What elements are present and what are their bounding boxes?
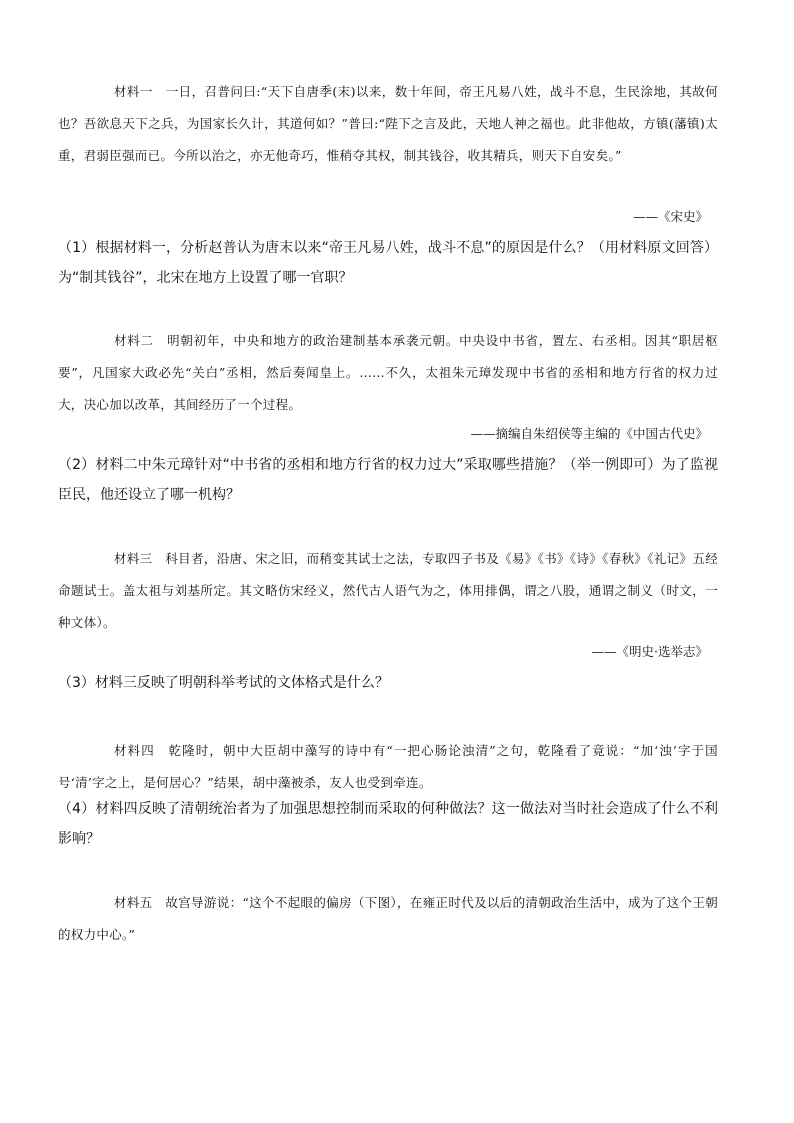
question-3: （3）材料三反映了明朝科举考试的文体格式是什么？ (58, 675, 389, 691)
material-4: 材料四 乾隆时，朝中大臣胡中藻写的诗中有“一把心肠论浊清”之句，乾隆看了竟说：“加‘浊’字于国号‘清’字之上，是何居心？”结果，胡中藻被杀，友人也受到牵连。 (58, 743, 718, 790)
material-2-source: ——摘编自朱绍侯等主编的《中国古代史》 (470, 426, 708, 441)
question-2: （2）材料二中朱元璋针对“中书省的丞相和地方行省的权力过大”采取哪些措施？（举一例即可）为了监视臣民，他还设立了哪一机构？ (58, 457, 718, 503)
material-2: 材料二 明朝初年，中央和地方的政治建制基本承袭元朝。中央设中书省，置左、右丞相。因其“职居枢要”，凡国家大政必先“关白”丞相，然后奏闻皇上。……不久，太祖朱元璋发现中书省的丞相和地方行省的权力过大，决心加以改革，其间经历了一个过程。 (58, 333, 718, 412)
material-1: 材料一 一日，召普问曰:“天下自唐季(末)以来，数十年间，帝王凡易八姓，战斗不息，生民涂地，其故何也？吾欲息天下之兵，为国家长久计，其道何如？”普曰:“陛下之言及此，天地人神之福也。此非他故，方镇(藩镇)太重，君弱臣强而已。今所以治之，亦无他奇巧，惟稍夺其权，制其钱谷，收其精兵，则天下自安矣。” (58, 84, 718, 163)
question-4: （4）材料四反映了清朝统治者为了加强思想控制而采取的何种做法？这一做法对当时社会造成了什么不利影响？ (58, 801, 718, 847)
material-5: 材料五 故宫导游说：“这个不起眼的偏房（下图），在雍正时代及以后的清朝政治生活中，成为了这个王朝的权力中心。” (58, 895, 718, 942)
material-1-source: ——《宋史》 (632, 209, 708, 224)
material-3-source: ——《明史·选举志》 (591, 644, 708, 659)
question-1: （1）根据材料一，分析赵普认为唐末以来“帝王凡易八姓，战斗不息”的原因是什么？（用材料原文回答）为“制其钱谷”，北宋在地方上设置了哪一官职？ (58, 240, 718, 286)
material-3: 材料三 科目者，沿唐、宋之旧，而稍变其试士之法，专取四子书及《易》《书》《诗》《春秋》《礼记》五经命题试士。盖太祖与刘基所定。其文略仿宋经义，然代古人语气为之，体用排偶，谓之八股，通谓之制义（时文，一种文体）。 (58, 551, 718, 630)
